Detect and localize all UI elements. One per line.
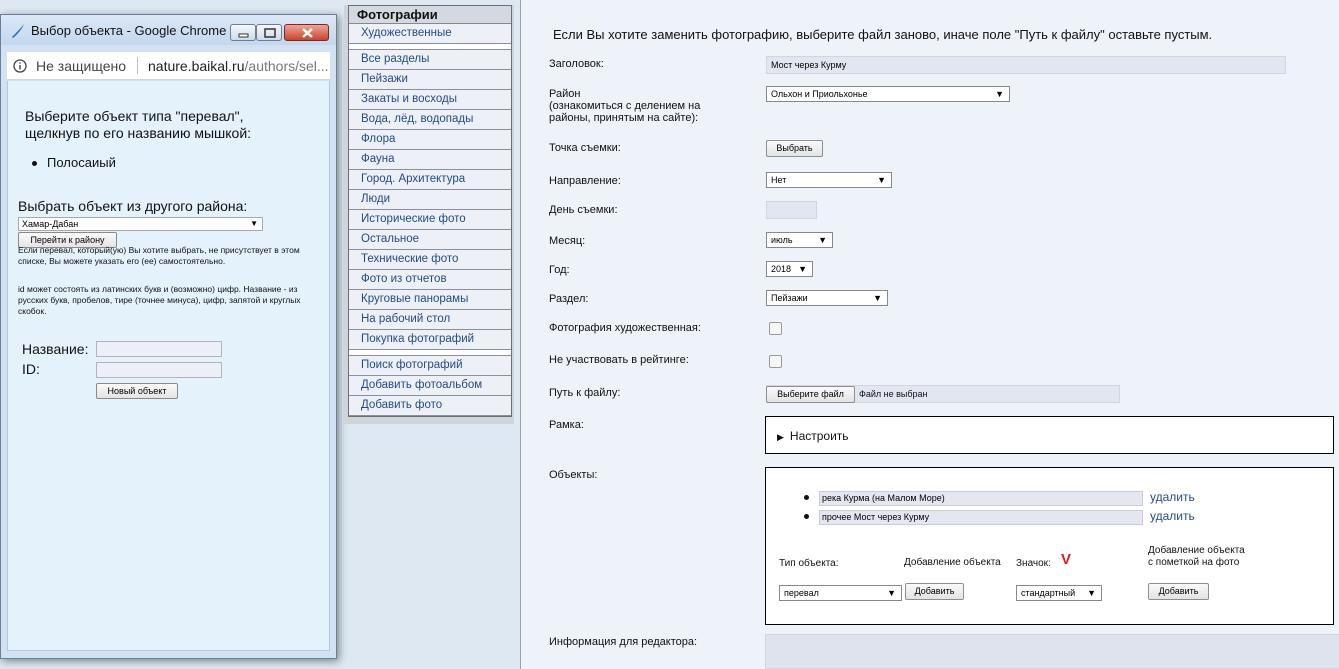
day-input[interactable]: [766, 201, 817, 219]
security-label: Не защищено: [36, 58, 126, 74]
day-label: День съемки:: [549, 204, 618, 216]
dropdown-arrow-icon: ▼: [798, 264, 807, 274]
month-label: Месяц:: [549, 235, 586, 247]
photo-edit-form: [520, 0, 1339, 669]
menu-item[interactable]: Остальное: [349, 230, 511, 250]
menu-item[interactable]: Город. Архитектура: [349, 170, 511, 190]
menu-group-artistic: [349, 24, 511, 44]
add-marked-line-2: с пометкой на фото: [1148, 557, 1240, 568]
editor-info-textarea[interactable]: [765, 634, 1339, 669]
menu-item[interactable]: Закаты и восходы: [349, 90, 511, 110]
maximize-icon: [257, 25, 283, 42]
bullet-dot: [804, 514, 809, 519]
address-separator: [137, 57, 138, 74]
section-value: Пейзажи: [771, 293, 808, 303]
icon-mark: V: [1061, 551, 1072, 568]
month-select[interactable]: [766, 232, 833, 248]
menu-item[interactable]: Покупка фотографий: [349, 330, 511, 350]
prompt-line-2: щелкнув по его названию мышкой:: [25, 125, 252, 141]
id-input[interactable]: [96, 362, 222, 378]
objects-label: Объекты:: [549, 469, 598, 481]
menu-item[interactable]: Добавить фотоальбом: [349, 376, 511, 396]
title-input[interactable]: Мост через Курму: [766, 56, 1286, 74]
menu-item[interactable]: Фото из отчетов: [349, 270, 511, 290]
note-id-format: id может состоять из латинских букв и (возможно) цифр. Название - из русских букв, пробелов, тире (точнее минуса), цифр, запятой и круглых скобок.: [18, 284, 301, 316]
name-input[interactable]: [96, 341, 222, 357]
address-bar[interactable]: [7, 52, 330, 80]
title-label: Заголовок:: [549, 58, 604, 70]
objects-panel: [765, 467, 1334, 625]
url-text[interactable]: [148, 58, 329, 74]
dropdown-arrow-icon: ▼: [887, 588, 896, 598]
direction-label: Направление:: [549, 175, 621, 187]
menu-item[interactable]: Пейзажи: [349, 70, 511, 90]
region-label-block: [549, 88, 700, 124]
dropdown-arrow-icon: ▼: [877, 175, 886, 185]
add-marked-label: [1148, 545, 1245, 569]
section-label: Раздел:: [549, 293, 589, 305]
picker-prompt: [25, 108, 251, 142]
dropdown-arrow-icon: ▼: [250, 219, 258, 228]
maximize-button[interactable]: [256, 24, 282, 41]
url-path: /authors/sel...: [244, 58, 329, 74]
dropdown-arrow-icon: ▼: [995, 89, 1004, 99]
name-label: Название:: [22, 341, 89, 357]
form-intro: Если Вы хотите заменить фотографию, выберите файл заново, иначе поле "Путь к файлу" оставьте пустым.: [553, 27, 1213, 42]
url-host: nature.baikal.ru: [148, 58, 245, 74]
norating-checkbox[interactable]: [769, 355, 782, 368]
add-object-button[interactable]: Добавить: [905, 583, 964, 600]
region-value: Ольхон и Приольхонье: [771, 89, 868, 99]
menu-item[interactable]: Добавить фото: [349, 396, 511, 416]
icon-select-value: стандартный: [1021, 588, 1076, 598]
frame-toggle[interactable]: [777, 429, 849, 443]
frame-panel: [765, 416, 1334, 454]
direction-value: Нет: [771, 175, 787, 185]
icon-select[interactable]: [1016, 585, 1102, 601]
photos-menu: [348, 5, 512, 417]
dropdown-arrow-icon: ▼: [1087, 588, 1096, 598]
bullet-dot: [32, 161, 37, 166]
prompt-line-1: Выберите объект типа "перевал",: [25, 108, 244, 124]
dropdown-arrow-icon: ▼: [873, 293, 882, 303]
dropdown-arrow-icon: ▼: [818, 235, 827, 245]
choose-point-button[interactable]: Выбрать: [766, 140, 823, 157]
choose-file-button[interactable]: Выберите файл: [766, 386, 855, 403]
year-label: Год:: [549, 264, 570, 276]
section-select[interactable]: [766, 290, 888, 306]
minimize-button[interactable]: [230, 24, 256, 41]
icon-label: Значок:: [1016, 558, 1051, 569]
close-button[interactable]: [284, 24, 329, 41]
menu-item[interactable]: Флора: [349, 130, 511, 150]
delete-object-link[interactable]: удалить: [1150, 509, 1195, 523]
type-label: Тип объекта:: [779, 558, 839, 569]
menu-group-actions: [349, 356, 511, 416]
file-status: Файл не выбран: [859, 389, 928, 399]
year-value: 2018: [771, 264, 792, 274]
new-object-button[interactable]: Новый объект: [96, 383, 178, 399]
window-titlebar[interactable]: [1, 15, 336, 45]
chrome-logo-icon: [10, 23, 26, 39]
artistic-label: Фотография художественная:: [549, 322, 701, 334]
close-icon: [285, 25, 330, 42]
region-select[interactable]: [18, 217, 263, 231]
menu-item[interactable]: Исторические фото: [349, 210, 511, 230]
object-value: прочее Мост через Курму: [819, 510, 1143, 525]
object-value: река Курма (на Малом Море): [819, 491, 1143, 506]
file-label: Путь к файлу:: [549, 387, 621, 399]
delete-object-link[interactable]: удалить: [1150, 490, 1195, 504]
year-select[interactable]: [766, 261, 813, 277]
add-object-label: Добавление объекта: [904, 557, 1001, 568]
menu-item[interactable]: Художественные: [349, 24, 511, 44]
add-marked-button[interactable]: Добавить: [1148, 583, 1209, 600]
frame-label: Рамка:: [549, 419, 584, 431]
frame-toggle-label: Настроить: [789, 429, 849, 443]
bullet-dot: [804, 495, 809, 500]
point-label: Точка съемки:: [549, 142, 621, 154]
menu-header: Фотографии: [349, 6, 511, 24]
type-value: перевал: [784, 588, 819, 598]
object-link[interactable]: Полосаиый: [47, 155, 116, 170]
direction-select[interactable]: [766, 172, 892, 188]
add-marked-line-1: Добавление объекта: [1148, 545, 1245, 556]
region-label: Район: [549, 88, 581, 100]
triangle-right-icon: ▶: [777, 432, 784, 442]
menu-item[interactable]: Технические фото: [349, 250, 511, 270]
type-select[interactable]: [779, 585, 902, 601]
note-missing-object: Если перевал, который(ую) Вы хотите выбрать, не присутствует в этом списке, Вы можете указать его (ее) самостоятельно.: [18, 245, 300, 266]
menu-item[interactable]: Все разделы: [349, 50, 511, 70]
month-value: июль: [771, 235, 793, 245]
info-icon[interactable]: [13, 59, 27, 73]
id-label: ID:: [22, 361, 40, 377]
object-list-item[interactable]: [32, 155, 116, 170]
region-select-value: Хамар-Дабан: [22, 219, 79, 229]
menu-item[interactable]: Поиск фотографий: [349, 356, 511, 376]
menu-item[interactable]: На рабочий стол: [349, 310, 511, 330]
artistic-checkbox[interactable]: [769, 322, 782, 335]
window-title: Выбор объекта - Google Chrome: [31, 23, 227, 38]
menu-item[interactable]: Круговые панорамы: [349, 290, 511, 310]
menu-item[interactable]: Люди: [349, 190, 511, 210]
region-note-line-1[interactable]: (ознакомиться с делением на: [549, 100, 701, 112]
menu-item[interactable]: Фауна: [349, 150, 511, 170]
picker-content: [7, 81, 330, 651]
norating-label: Не участвовать в рейтинге:: [549, 354, 689, 366]
menu-group-sections: [349, 50, 511, 350]
other-region-label: Выбрать объект из другого района:: [18, 198, 248, 214]
editor-info-label: Информация для редактора:: [549, 636, 698, 648]
region-select[interactable]: [766, 86, 1010, 102]
object-picker-window: [0, 14, 337, 659]
region-note-line-2[interactable]: районы, принятым на сайте):: [549, 112, 699, 124]
menu-item[interactable]: Вода, лёд, водопады: [349, 110, 511, 130]
go-region-button[interactable]: Перейти к району: [18, 232, 117, 248]
minimize-icon: [231, 25, 257, 42]
